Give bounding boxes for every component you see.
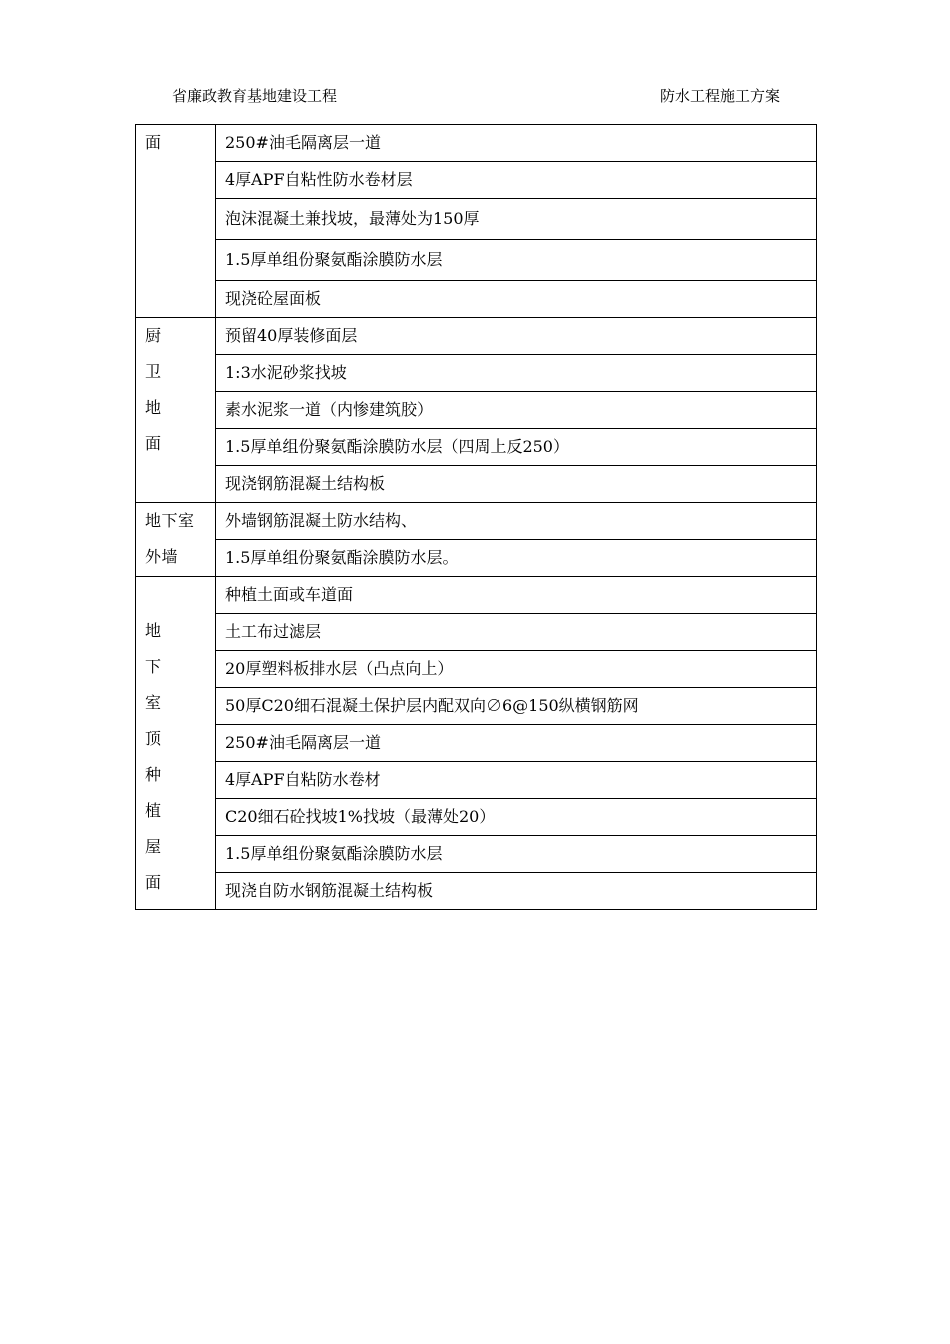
table-row — [136, 281, 817, 318]
layer-cell: 1.5厚单组份聚氨酯涂膜防水层（四周上反250） — [216, 429, 817, 466]
table-row — [136, 162, 817, 199]
category-label: 面 — [145, 133, 162, 152]
layer-cell: 现浇砼屋面板 — [216, 281, 817, 318]
category-label: 下 — [145, 657, 162, 676]
table-row — [136, 540, 817, 577]
category-label: 外墙 — [145, 547, 179, 566]
category-cell-kitchen-bath-floor — [136, 318, 216, 503]
layer-cell: 20厚塑料板排水层（凸点向上） — [216, 651, 817, 688]
table-row — [136, 503, 817, 540]
table-row — [136, 873, 817, 910]
page-header — [172, 84, 780, 108]
category-label: 卫 — [145, 362, 162, 381]
table-row — [136, 355, 817, 392]
table-row — [136, 577, 817, 614]
table-row — [136, 762, 817, 799]
table-row — [136, 651, 817, 688]
category-label: 地下室 — [145, 511, 195, 530]
category-label: 顶 — [145, 729, 162, 748]
table-row — [136, 836, 817, 873]
layer-cell: 4厚APF自粘防水卷材 — [216, 762, 817, 799]
layer-cell: 外墙钢筋混凝土防水结构、 — [216, 503, 817, 540]
layer-cell: 1.5厚单组份聚氨酯涂膜防水层 — [216, 240, 817, 281]
layer-cell: C20细石砼找坡1%找坡（最薄处20） — [216, 799, 817, 836]
table-row — [136, 318, 817, 355]
project-title: 省廉政教育基地建设工程 — [172, 87, 338, 105]
layer-cell: 现浇钢筋混凝土结构板 — [216, 466, 817, 503]
layer-cell: 4厚APF自粘性防水卷材层 — [216, 162, 817, 199]
layer-cell: 素水泥浆一道（内惨建筑胶） — [216, 392, 817, 429]
category-label: 屋 — [145, 837, 162, 856]
table-row — [136, 240, 817, 281]
layer-cell: 土工布过滤层 — [216, 614, 817, 651]
table-row — [136, 392, 817, 429]
category-cell-basement-roof-planting — [136, 577, 216, 910]
category-label: 种 — [145, 765, 162, 784]
waterproofing-layers-table — [135, 124, 817, 910]
layer-cell: 1.5厚单组份聚氨酯涂膜防水层 — [216, 836, 817, 873]
table-row — [136, 466, 817, 503]
layer-cell: 1:3水泥砂浆找坡 — [216, 355, 817, 392]
category-label: 面 — [145, 873, 162, 892]
category-label: 地 — [145, 621, 162, 640]
layer-cell: 1.5厚单组份聚氨酯涂膜防水层。 — [216, 540, 817, 577]
layer-cell: 250#油毛隔离层一道 — [216, 725, 817, 762]
layer-cell: 现浇自防水钢筋混凝土结构板 — [216, 873, 817, 910]
layer-cell: 预留40厚装修面层 — [216, 318, 817, 355]
layer-cell: 50厚C20细石混凝土保护层内配双向∅6@150纵横钢筋网 — [216, 688, 817, 725]
layer-cell: 泡沫混凝土兼找坡，最薄处为150厚 — [216, 199, 817, 240]
table-row — [136, 125, 817, 162]
category-label: 面 — [145, 434, 162, 453]
category-cell-roof — [136, 125, 216, 318]
layer-cell: 种植土面或车道面 — [216, 577, 817, 614]
table-row — [136, 688, 817, 725]
table-row — [136, 199, 817, 240]
table-row — [136, 614, 817, 651]
table-row — [136, 429, 817, 466]
table-row — [136, 799, 817, 836]
category-cell-basement-wall — [136, 503, 216, 577]
table-row — [136, 725, 817, 762]
layer-cell: 250#油毛隔离层一道 — [216, 125, 817, 162]
category-label: 地 — [145, 398, 162, 417]
category-label: 植 — [145, 801, 162, 820]
category-label: 厨 — [145, 326, 162, 345]
category-label: 室 — [145, 693, 162, 712]
document-title: 防水工程施工方案 — [659, 87, 780, 105]
